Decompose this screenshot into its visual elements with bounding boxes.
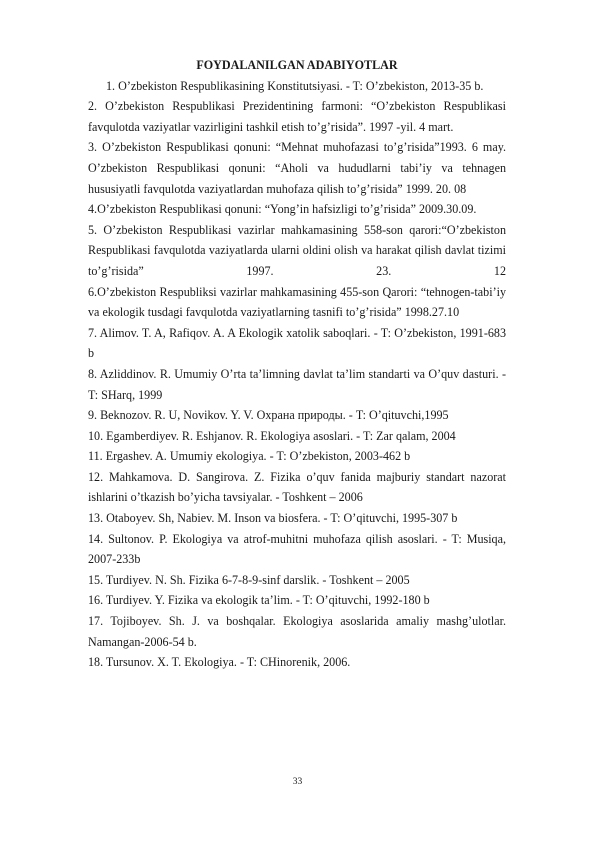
reference-item: 6.O’zbekiston Respubliksi vazirlar mahkamasining 455-son Qarori: “tehnogen-tabi’iy va ekologik tusdagi favqulotda vaziyatlarning tasnifi to’g’risida” 1998.27.10	[88, 284, 506, 320]
reference-item: 17. Tojiboyev. Sh. J. va boshqalar. Ekologiya asoslarida amaliy mashg’ulotlar. Namangan-2006-54 b.	[88, 614, 506, 649]
reference-item: 14. Sultonov. P. Ekologiya va atrof-muhitni muhofaza qilish asoslari. - T: Musiqa, 2007-233b	[88, 531, 506, 567]
reference-item: 3. O’zbekiston Respublikasi qonuni: “Mehnat muhofazasi to’g’risida”1993. 6 may. O’zbekiston Respublikasi qonuni: “Aholi va hududlarni tabi’iy va tehnagen hususiyatli favqulotda vaziyatlardan muhofaza qilish to’g’risida” 1999. 20. 08	[88, 140, 506, 196]
reference-item: 12. Mahkamova. D. Sangirova. Z. Fizika o’quv fanida majburiy standart nazorat ishlarini o’tkazish bo’yicha tavsiyalar. - Toshkent – 2006	[88, 469, 506, 505]
page-number: 33	[292, 777, 303, 787]
page-title: FOYDALANILGAN ADABIYOTLAR	[196, 58, 398, 72]
reference-item: 9. Beknozov. R. U, Novikov. Y. V. Охрана природы. - T: O’qituvchi,1995	[88, 408, 449, 423]
reference-item: 11. Ergashev. A. Umumiy ekologiya. - T: O’zbekiston, 2003-462 b	[88, 449, 411, 464]
reference-item: 16. Turdiyev. Y. Fizika va ekologik ta’lim. - T: O’qituvchi, 1992-180 b	[88, 593, 430, 608]
reference-item: 13. Otaboyev. Sh, Nabiev. M. Inson va biosfera. - T: O’qituvchi, 1995-307 b	[88, 511, 458, 526]
reference-item: 5. O’zbekiston Respublikasi vazirlar mahkamasining 558-son qarori:“O’zbekiston Respublikasi favqulotda vaziyatlarda ularni oldini olish va harakat qilish davlat tizimi to’g’risida” 1997. 23. 12	[88, 222, 506, 278]
document-page	[88, 52, 506, 673]
reference-item: 2. O’zbekiston Respublikasi Prezidentining farmoni: “O’zbekiston Respublikasi favqulotda vaziyatlar vazirligini tashkil etish to’g’risida”. 1997 -yil. 4 mart.	[88, 99, 506, 134]
reference-item: 18. Tursunov. X. T. Ekologiya. - T: CHinorenik, 2006.	[88, 655, 351, 670]
reference-item: 7. Alimov. T. A, Rafiqov. A. A Ekologik xatolik saboqlari. - T: O’zbekiston, 1991-683 b	[88, 325, 506, 361]
reference-item: 15. Turdiyev. N. Sh. Fizika 6-7-8-9-sinf darslik. - Toshkent – 2005	[88, 572, 410, 587]
reference-item: 10. Egamberdiyev. R. Eshjanov. R. Ekologiya asoslari. - T: Zar qalam, 2004	[88, 428, 456, 443]
reference-item: 8. Azliddinov. R. Umumiy O’rta ta’limning davlat ta’lim standarti va O’quv dasturi. - T: SHarq, 1999	[88, 366, 506, 402]
reference-item: 1. O’zbekiston Respublikasining Konstitutsiyasi. - T: O’zbekiston, 2013-35 b.	[106, 78, 484, 93]
reference-item: 4.O’zbekiston Respublikasi qonuni: “Yong’in hafsizligi to’g’risida” 2009.30.09.	[88, 202, 477, 217]
